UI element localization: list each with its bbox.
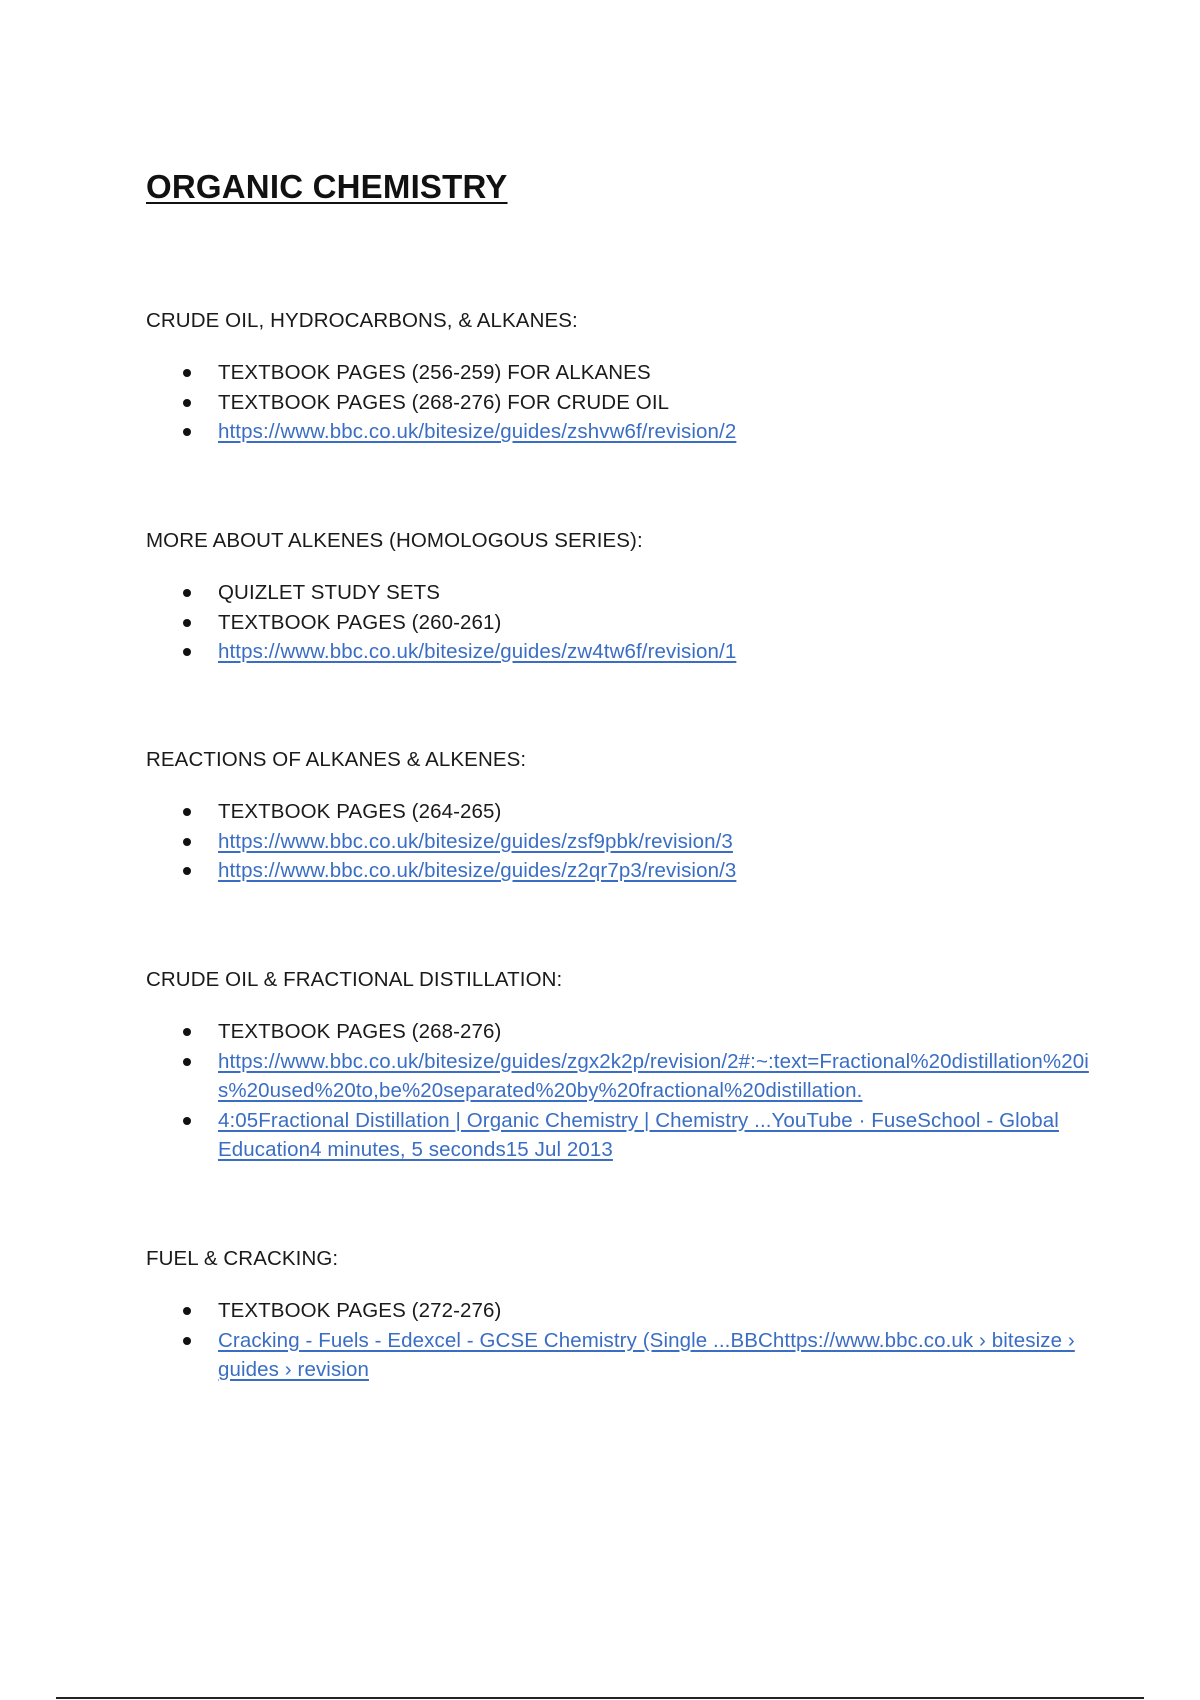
section-more-about-alkenes bbox=[146, 528, 1106, 667]
list-item bbox=[146, 388, 1106, 418]
bullet-dot-icon bbox=[183, 867, 191, 875]
section-heading: FUEL & CRACKING: bbox=[146, 1247, 339, 1270]
section-heading: REACTIONS OF ALKANES & ALKENES: bbox=[146, 748, 527, 771]
list-item bbox=[146, 1106, 1106, 1165]
list-item-text: TEXTBOOK PAGES (256-259) FOR ALKANES bbox=[218, 361, 651, 384]
list-item bbox=[146, 578, 1106, 608]
list-item-text: TEXTBOOK PAGES (264-265) bbox=[218, 800, 502, 823]
list-item-text: TEXTBOOK PAGES (268-276) FOR CRUDE OIL bbox=[218, 390, 670, 414]
bullet-dot-icon bbox=[183, 1307, 191, 1315]
bullet-dot-icon bbox=[183, 1117, 191, 1125]
list-item bbox=[146, 1326, 1106, 1385]
section-crude-oil-fractional-distillation bbox=[146, 967, 1106, 1165]
list-item bbox=[146, 358, 1106, 388]
list-item-text: QUIZLET STUDY SETS bbox=[218, 581, 441, 604]
bullet-dot-icon bbox=[183, 1028, 191, 1036]
bullet-dot-icon bbox=[183, 1337, 191, 1345]
bullet-dot-icon bbox=[183, 428, 191, 436]
bullet-dot-icon bbox=[183, 838, 191, 846]
bullet-list bbox=[146, 358, 1106, 447]
bullet-dot-icon bbox=[183, 619, 191, 627]
list-item bbox=[146, 637, 1106, 667]
list-item bbox=[146, 797, 1106, 827]
bullet-dot-icon bbox=[183, 1058, 191, 1066]
bullet-list bbox=[146, 797, 1106, 886]
list-item bbox=[146, 1047, 1106, 1106]
section-crude-oil-hydrocarbons-alkanes bbox=[146, 308, 1106, 447]
section-heading: CRUDE OIL, HYDROCARBONS, & ALKANES: bbox=[146, 309, 578, 332]
list-item-text: TEXTBOOK PAGES (272-276) bbox=[218, 1299, 502, 1322]
bullet-list bbox=[146, 578, 1106, 667]
list-item-text: TEXTBOOK PAGES (260-261) bbox=[218, 610, 502, 634]
page-bottom-rule bbox=[56, 1697, 1144, 1699]
bullet-dot-icon bbox=[183, 589, 191, 597]
bbc-bitesize-link[interactable]: https://www.bbc.co.uk/bitesize/guides/zsf9pbk/revision/3 bbox=[218, 829, 733, 853]
section-heading: CRUDE OIL & FRACTIONAL DISTILLATION: bbox=[146, 968, 563, 991]
bullet-list bbox=[146, 1017, 1106, 1165]
list-item bbox=[146, 856, 1106, 886]
bullet-dot-icon bbox=[183, 369, 191, 377]
list-item bbox=[146, 417, 1106, 447]
list-item-text: TEXTBOOK PAGES (268-276) bbox=[218, 1020, 502, 1043]
list-item bbox=[146, 1017, 1106, 1047]
bullet-dot-icon bbox=[183, 399, 191, 407]
bbc-bitesize-link[interactable]: https://www.bbc.co.uk/bitesize/guides/zshvw6f/revision/2 bbox=[218, 420, 737, 443]
bbc-cracking-link[interactable]: Cracking - Fuels - Edexcel - GCSE Chemistry (Single ...BBChttps://www.bbc.co.uk › bitesize › guides › revision bbox=[218, 1328, 1075, 1381]
page-title: ORGANIC CHEMISTRY bbox=[146, 168, 508, 205]
section-heading: MORE ABOUT ALKENES (HOMOLOGOUS SERIES): bbox=[146, 529, 643, 552]
bbc-bitesize-link[interactable]: https://www.bbc.co.uk/bitesize/guides/zgx2k2p/revision/2#:~:text=Fractional%20distillation%20is%20used%20to,be%20separated%20by%20fractional%20distillation. bbox=[218, 1049, 1089, 1102]
list-item bbox=[146, 1296, 1106, 1326]
list-item bbox=[146, 608, 1106, 638]
bullet-dot-icon bbox=[183, 808, 191, 816]
bullet-list bbox=[146, 1296, 1106, 1385]
bbc-bitesize-link[interactable]: https://www.bbc.co.uk/bitesize/guides/z2qr7p3/revision/3 bbox=[218, 859, 737, 882]
section-fuel-cracking bbox=[146, 1246, 1106, 1385]
section-reactions-of-alkanes-alkenes bbox=[146, 747, 1106, 886]
list-item bbox=[146, 827, 1106, 857]
bbc-bitesize-link[interactable]: https://www.bbc.co.uk/bitesize/guides/zw4tw6f/revision/1 bbox=[218, 640, 737, 663]
bullet-dot-icon bbox=[183, 648, 191, 656]
youtube-video-link[interactable]: 4:05Fractional Distillation | Organic Chemistry | Chemistry ...YouTube · FuseSchool - Global Education4 minutes, 5 seconds15 Jul 2013 bbox=[218, 1108, 1059, 1161]
